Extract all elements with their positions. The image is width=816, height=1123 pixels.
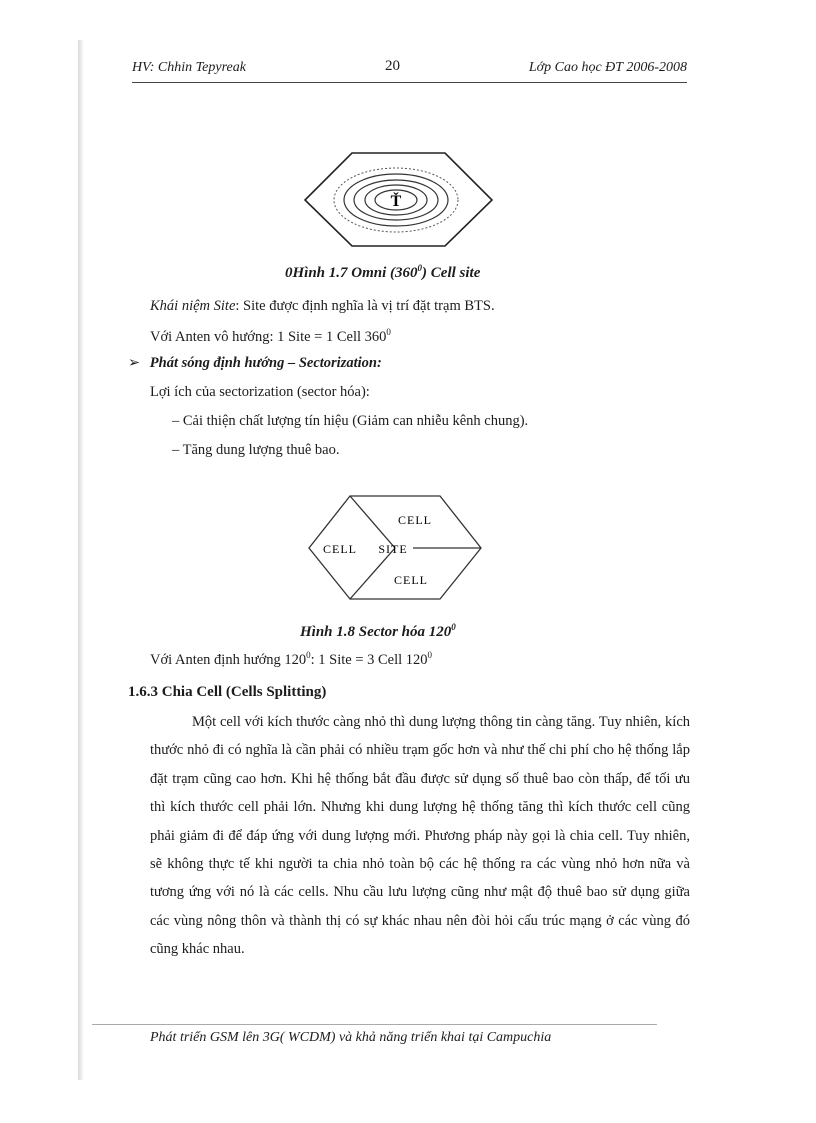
header-class: Lớp Cao học ĐT 2006-2008: [528, 60, 687, 75]
figure-1-8-caption: Hình 1.8 Sector hóa $120^0$: [300, 622, 456, 640]
omni-cell-diagram: [300, 150, 495, 250]
site-label: SITE: [378, 542, 408, 556]
body-paragraph: Một cell với kích thước càng nhỏ thì dung lượng thông tin càng tăng. Tuy nhiên, kích thước nhỏ đi có nghĩa là cần phải có nhiều trạm gốc hơn và như thế chi phí cho hệ thống lắp đặt trạm cũng cao hơn. Khi hệ thống bắt đầu được sử dụng số thuê bao còn thấp, để tối ưu thì kích thước cell phải lớn. Nhưng khi dung lượng hệ thống tăng thì kích thước cell cũng phải giảm đi để đáp ứng với dung lượng mới. Phương pháp này gọi là chia cell. Tuy nhiên, sẽ không thực tế khi người ta chia nhỏ toàn bộ các hệ thống ra các vùng nhỏ hơn nữa và tương ứng với nó là các cells. Nhu cầu lưu lượng cũng như mật độ thuê bao sử dụng giữa các vùng nông thôn và thành thị có sự khác nhau nên đòi hỏi cấu trúc mạng ở các vùng đó cũng khác nhau.: [150, 714, 690, 958]
cell-label-top: CELL: [398, 513, 432, 527]
benefit-intro: Lợi ích của sectorization (sector hóa):: [150, 384, 370, 400]
page-number: 20: [385, 58, 400, 74]
arrow-bullet-icon: ➢: [128, 355, 141, 371]
header-author: HV: Chhin Tepyreak: [132, 60, 246, 75]
directional-antenna-line: Với Anten định hướng $120^0$: 1 Site = 3 Cell $120^0$: [150, 650, 433, 668]
footer-divider: [92, 1024, 657, 1025]
scan-edge-shadow: [78, 40, 84, 1080]
omni-antenna-line: Với Anten vô hướng: 1 Site = 1 Cell $360^0$: [150, 327, 391, 345]
sector-divider: [350, 496, 395, 548]
benefit-item: – Cải thiện chất lượng tín hiệu (Giảm can nhiễu kênh chung).: [172, 413, 529, 429]
section-heading: 1.6.3 Chia Cell (Cells Splitting): [128, 684, 327, 700]
figure-1-7-caption: 0Hình 1.7 Omni $(360^0)$ Cell site: [285, 263, 481, 281]
cell-label-bottom: CELL: [394, 573, 428, 587]
sectorization-heading: ➢ Phát sóng định hướng – Sectorization:: [128, 355, 382, 371]
antenna-icon: Ť: [390, 193, 402, 210]
sector-cell-diagram: [305, 493, 485, 603]
site-definition: Khái niệm Site: Site được định nghĩa là vị trí đặt trạm BTS.: [150, 298, 495, 314]
benefit-item: – Tăng dung lượng thuê bao.: [172, 442, 340, 458]
page-footer: Phát triển GSM lên 3G( WCDM) và khả năng triển khai tại Campuchia: [150, 1030, 552, 1045]
cell-label-left: CELL: [323, 542, 357, 556]
page-header: [132, 60, 687, 83]
